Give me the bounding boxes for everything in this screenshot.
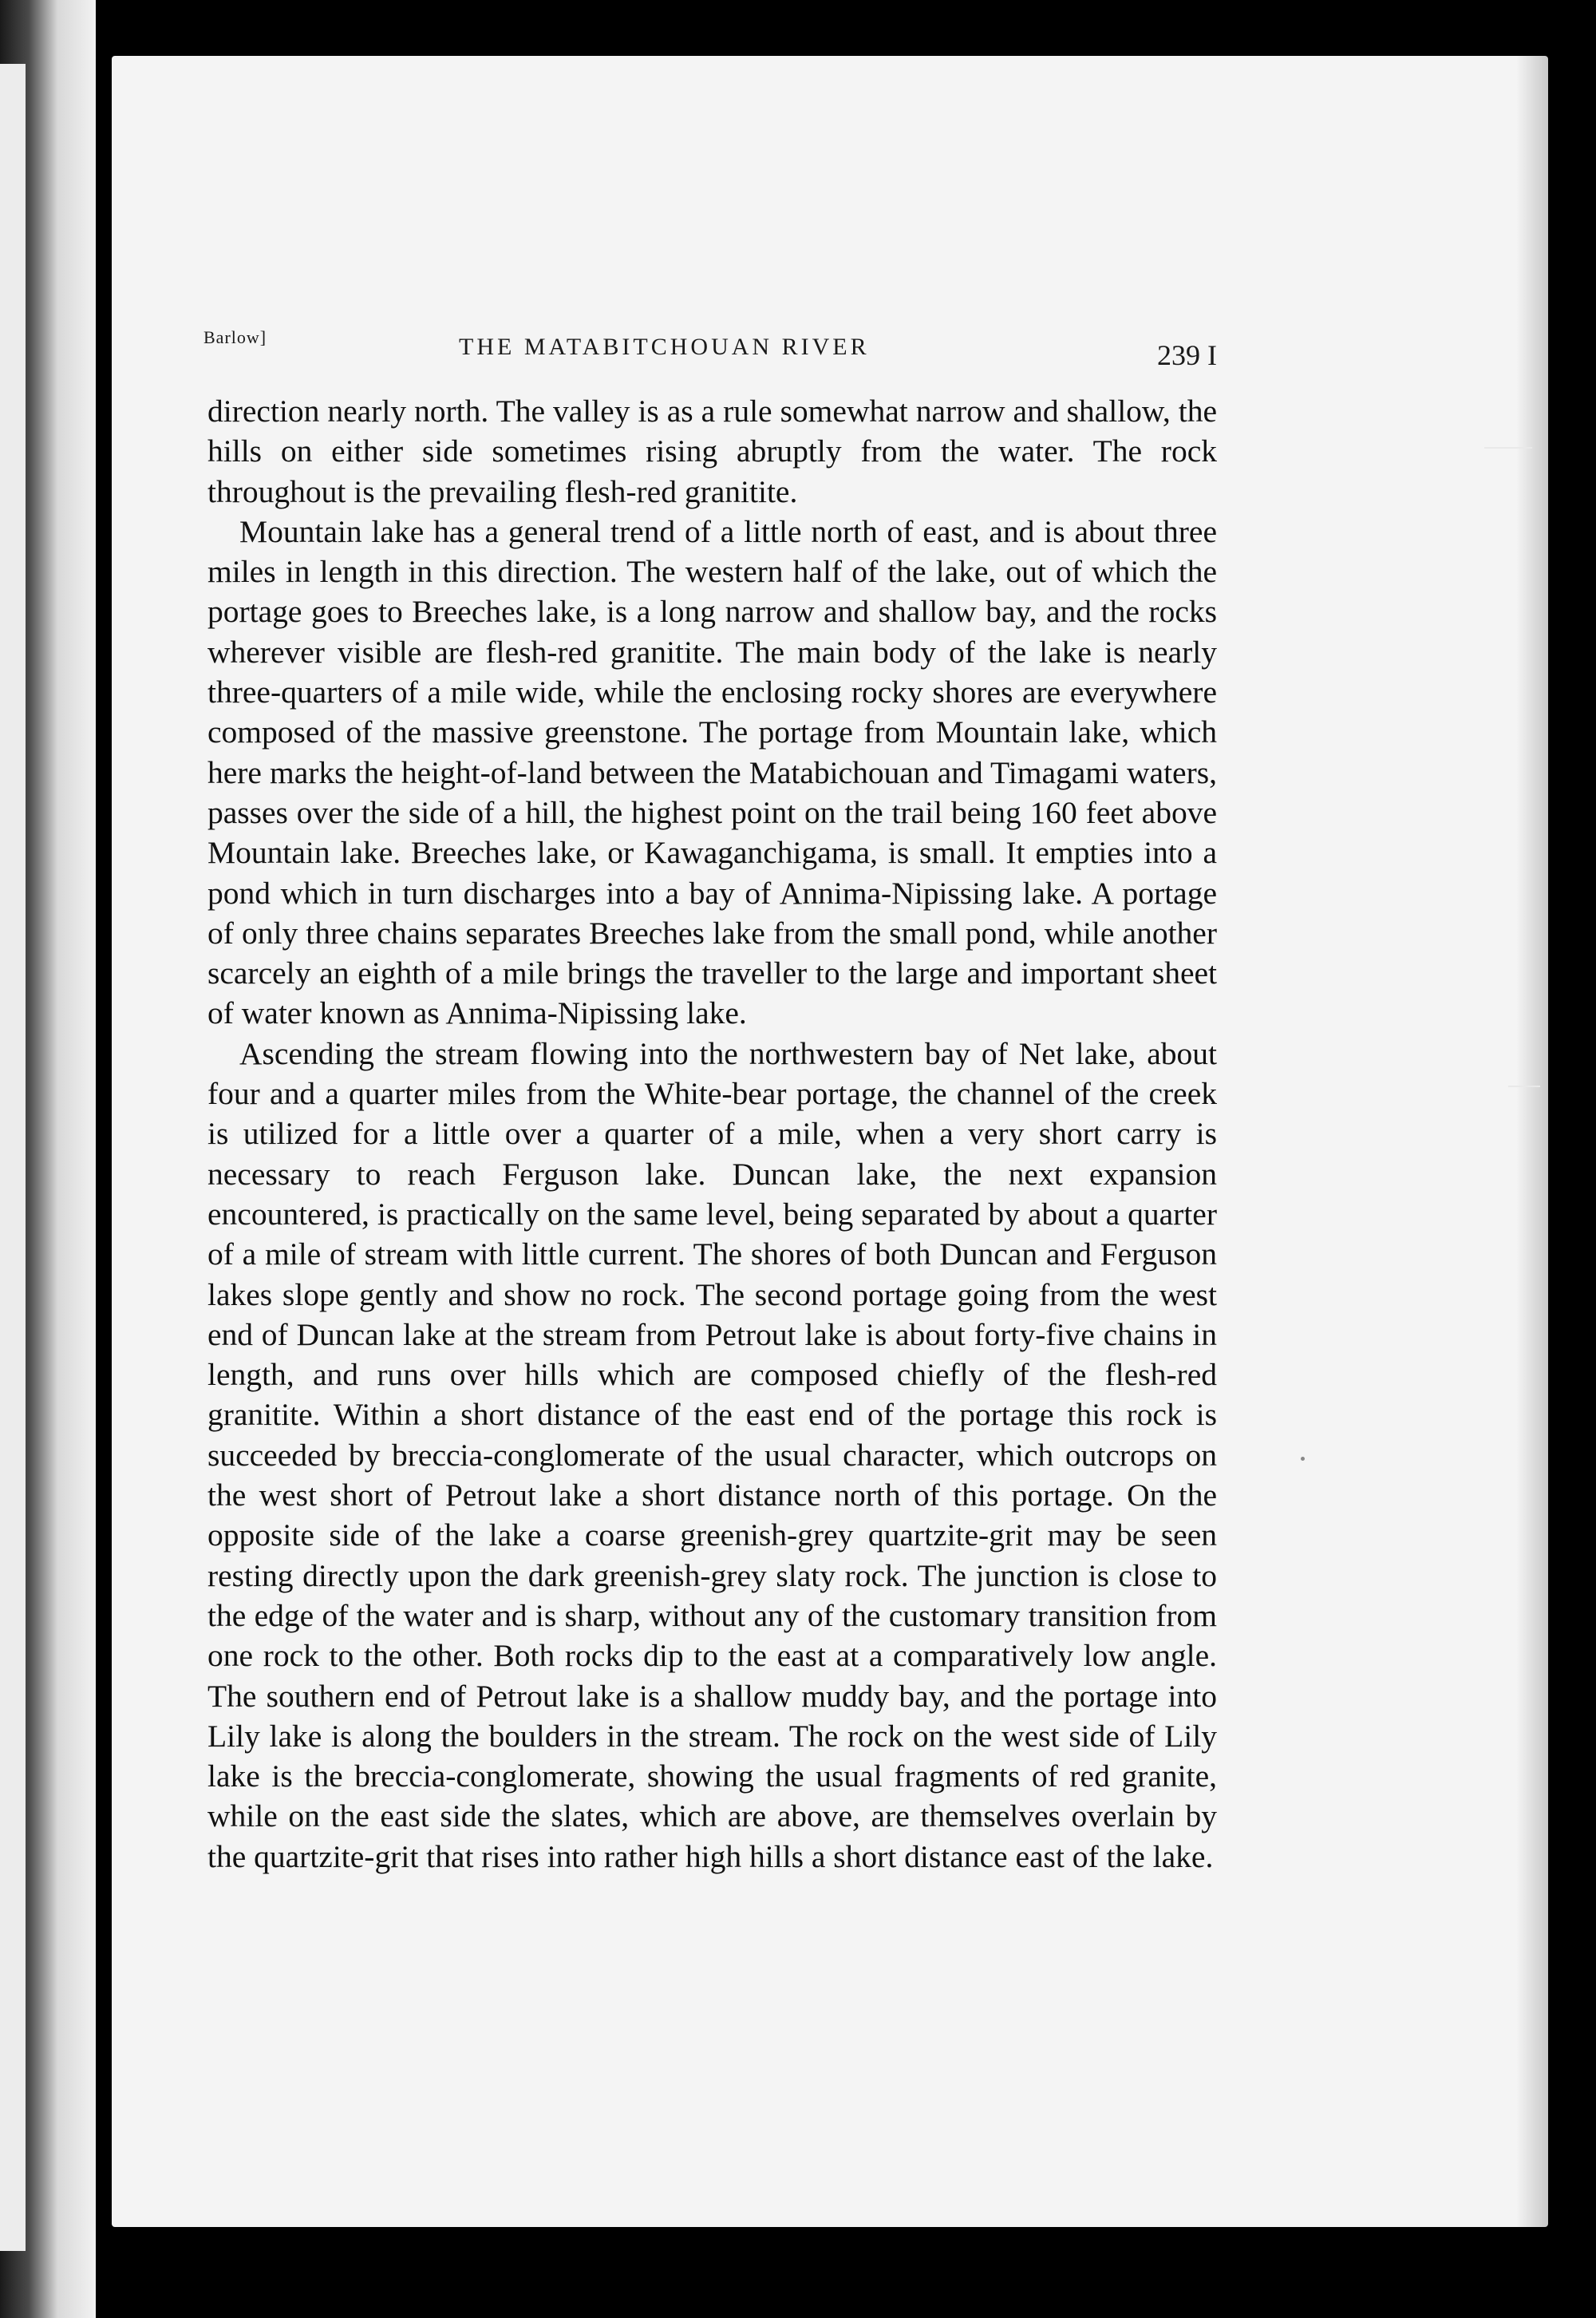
book-page [112,56,1548,2227]
body-text [207,391,1217,1877]
page-title: THE MATABITCHOUAN RIVER [459,334,870,360]
paragraph-2: Mountain lake has a general trend of a little north of east, and is about three miles in length in this direction. The western half of the lake, out of which the portage goes to Breeches lake, is a long narrow and shallow bay, and the rocks wherever visible are flesh-red granitite. The main body of the lake is nearly three-quarters of a mile wide, while the enclosing rocky shores are everywhere composed of the massive greenstone. The portage from Mountain lake, which here marks the height-of-land between the Matabichouan and Timagami waters, passes over the side of a hill, the highest point on the trail being 160 feet above Mountain lake. Breeches lake, or Kawaganchigama, is small. It empties into a pond which in turn discharges into a bay of Annima-Nipissing lake. A portage of only three chains separates Breeches lake from the small pond, while another scarcely an eighth of a mile brings the traveller to the large and important sheet of water known as Annima-Nipissing lake. [207,513,1217,1031]
page-number: 239 I [1157,339,1217,371]
margin-mark [1508,1086,1540,1087]
paragraph-3: Ascending the stream flowing into the northwestern bay of Net lake, about four and a quarter miles from the White-bear portage, the channel of the creek is utilized for a little over a quarter of a mile, when a very short carry is necessary to reach Ferguson lake. Duncan lake, the next expansion encountered, is practically on the same level, being separated by about a quarter of a mile of stream with little current. The shores of both Duncan and Ferguson lakes slope gently and show no rock. The second portage going from the west end of Duncan lake at the stream from Petrout lake is about forty-five chains in length, and runs over hills which are composed chiefly of the flesh-red granitite. Within a short distance of the east end of the portage this rock is succeeded by breccia-conglomerate of the usual character, which outcrops on the west short of Petrout lake a short distance north of this portage. On the opposite side of the lake a coarse greenish-grey quartzite-grit may be seen resting directly upon the dark greenish-grey slaty rock. The junction is close to the edge of the water and is sharp, without any of the customary transition from one rock to the other. Both rocks dip to the east at a comparatively low angle. The southern end of Petrout lake is a shallow muddy bay, and the portage into Lily lake is along the boulders in the stream. The rock on the west side of Lily lake is the breccia-conglomerate, showing the usual fragments of red granite, while on the east side the slates, which are above, are themselves overlain by the quartzite-grit that rises into rather high hills a short distance east of the lake. [207,1035,1217,1874]
page-shadow [1516,56,1548,2227]
margin-mark [1484,447,1532,449]
margin-dot [1301,1457,1305,1461]
paragraph-1: direction nearly north. The valley is as a rule somewhat narrow and shallow, the hills on either side sometimes rising abruptly from the water. The rock throughout is the prevailing flesh-red granitite. [207,394,1217,509]
facing-page-strip [0,64,26,2251]
running-head [203,319,1217,371]
author-name: Barlow] [203,327,267,347]
